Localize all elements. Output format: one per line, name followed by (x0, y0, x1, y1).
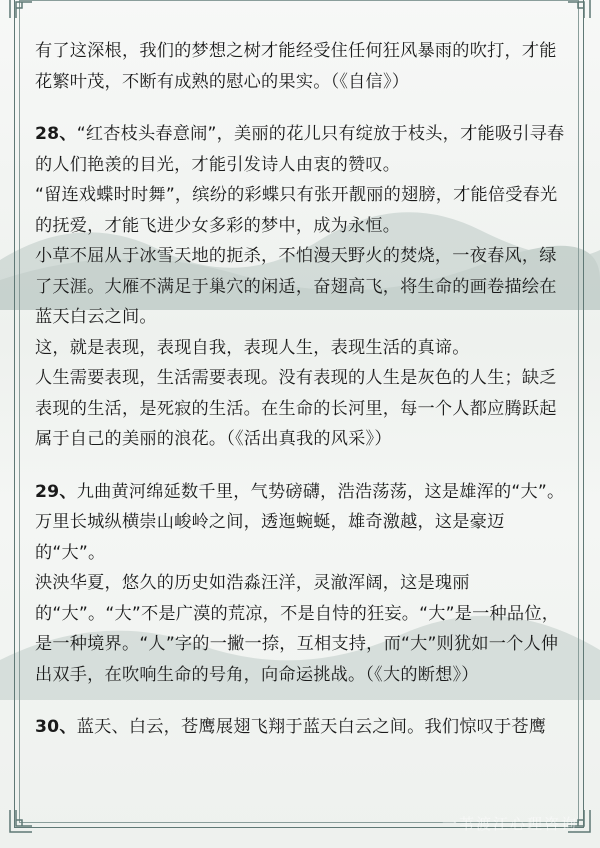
paragraph: 人生需要表现，生活需要表现。没有表现的人生是灰色的人生；缺乏表现的生活，是死寂的生活。在生命的长河里，每一个人都应腾跃起属于自己的美丽的浪花。（《活出真我的风采》） (35, 368, 557, 449)
corner-ornament-icon (6, 806, 36, 836)
paragraph: “留连戏蝶时时舞”，缤纷的彩蝶只有张开靓丽的翅膀，才能倍受春光的抚爱，才能飞进少女多彩的梦中，成为永恒。 (35, 185, 558, 236)
paragraph: 有了这深根，我们的梦想之树才能经受住任何狂风暴雨的吹打，才能花繁叶茂，不断有成熟的慰心的果实。（《自信》） (35, 41, 557, 92)
paragraph: 小草不屈从于冰雪天地的扼杀，不怕漫天野火的焚烧，一夜春风，绿了天涯。大雁不满足于巢穴的闲适，奋翅高飞，将生命的画卷描绘在蓝天白云之间。 (35, 246, 557, 327)
corner-ornament-icon (564, 0, 594, 22)
corner-ornament-icon (6, 0, 36, 22)
section-number: 29、 (35, 481, 77, 502)
section-number: 28、 (35, 124, 77, 144)
article-body (35, 36, 565, 743)
paragraph: 泱泱华夏，悠久的历史如浩淼汪洋，灵澈浑阔，这是瑰丽的“大”。“大”不是广漠的荒凉，不是自恃的狂妄。“大”是一种品位，是一种境界。“人”字的一撇一捺，互相支持，而“大”则犹如一个人伸出双手，在吹响生命的号角，向命运挑战。（《大的断想》） (35, 573, 560, 685)
paragraph: 这，就是表现，表现自我，表现人生，表现生活的真谛。 (35, 337, 470, 358)
watermark: 一苇渡江心理咨询 (441, 815, 578, 833)
paragraph-29: 29、九曲黄河绵延数千里，气势磅礴，浩浩荡荡，这是雄浑的“大”。万里长城纵横崇山峻岭之间，透迤蜿蜒，雄奇激越，这是豪迈的“大”。 (35, 481, 565, 563)
section-number: 30、 (35, 717, 77, 737)
paragraph-28: 28、“红杏枝头春意闹”，美丽的花儿只有绽放于枝头，才能吸引寻春的人们艳羡的目光，才能引发诗人由衷的赞叹。 (35, 124, 565, 175)
paragraph-30: 30、蓝天、白云，苍鹰展翅飞翔于蓝天白云之间。我们惊叹于苍鹰 (35, 717, 547, 737)
